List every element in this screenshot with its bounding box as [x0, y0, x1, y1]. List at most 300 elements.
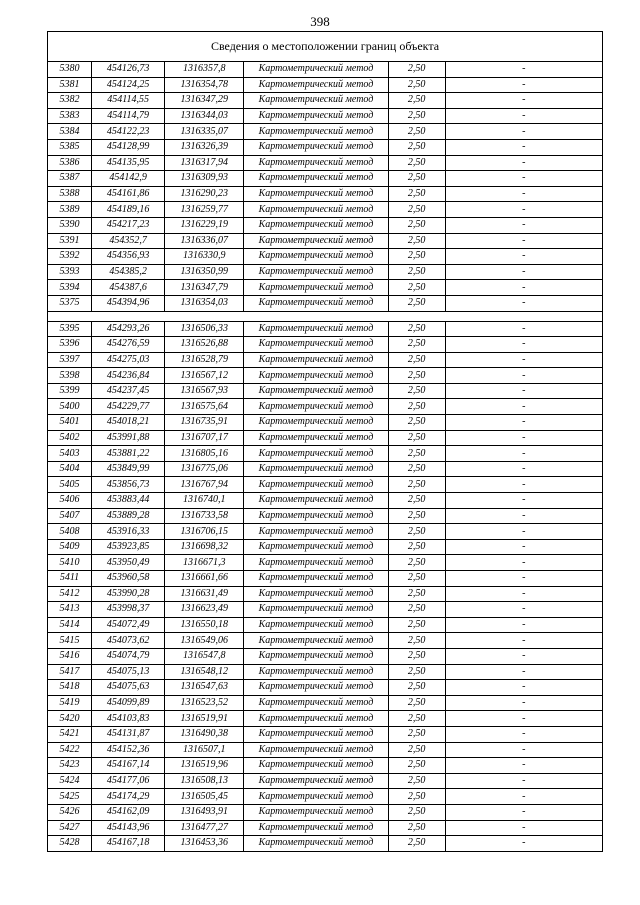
x-coordinate-cell: 454217,23 [92, 217, 165, 233]
boundary-table [47, 31, 603, 852]
x-coordinate-cell: 453881,22 [92, 446, 165, 462]
boundary-table-container [47, 31, 603, 852]
table-row [48, 664, 603, 680]
description-cell: - [445, 139, 602, 155]
table-row [48, 477, 603, 493]
accuracy-cell: 2,50 [388, 337, 445, 353]
method-cell: Картометрический метод [244, 602, 388, 618]
method-cell: Картометрический метод [244, 446, 388, 462]
x-coordinate-cell: 454124,25 [92, 77, 165, 93]
table-row [48, 399, 603, 415]
x-coordinate-cell: 454142,9 [92, 171, 165, 187]
description-cell: - [445, 155, 602, 171]
description-cell: - [445, 524, 602, 540]
method-cell: Картометрический метод [244, 539, 388, 555]
description-cell: - [445, 383, 602, 399]
table-row [48, 695, 603, 711]
method-cell: Картометрический метод [244, 217, 388, 233]
method-cell: Картометрический метод [244, 726, 388, 742]
description-cell: - [445, 77, 602, 93]
table-row [48, 602, 603, 618]
point-number-cell: 5410 [48, 555, 92, 571]
y-coordinate-cell: 1316350,99 [165, 264, 244, 280]
accuracy-cell: 2,50 [388, 493, 445, 509]
accuracy-cell: 2,50 [388, 139, 445, 155]
separator-cell [48, 311, 603, 321]
point-number-cell: 5426 [48, 804, 92, 820]
table-row [48, 77, 603, 93]
accuracy-cell: 2,50 [388, 264, 445, 280]
point-number-cell: 5424 [48, 773, 92, 789]
accuracy-cell: 2,50 [388, 186, 445, 202]
y-coordinate-cell: 1316805,16 [165, 446, 244, 462]
y-coordinate-cell: 1316347,29 [165, 93, 244, 109]
method-cell: Картометрический метод [244, 664, 388, 680]
table-row [48, 93, 603, 109]
y-coordinate-cell: 1316347,79 [165, 280, 244, 296]
point-number-cell: 5380 [48, 62, 92, 78]
accuracy-cell: 2,50 [388, 804, 445, 820]
description-cell: - [445, 695, 602, 711]
table-row [48, 217, 603, 233]
point-number-cell: 5403 [48, 446, 92, 462]
accuracy-cell: 2,50 [388, 524, 445, 540]
table-row [48, 758, 603, 774]
accuracy-cell: 2,50 [388, 571, 445, 587]
description-cell: - [445, 571, 602, 587]
y-coordinate-cell: 1316506,33 [165, 321, 244, 337]
x-coordinate-cell: 454189,16 [92, 202, 165, 218]
description-cell: - [445, 493, 602, 509]
point-number-cell: 5398 [48, 368, 92, 384]
x-coordinate-cell: 454162,09 [92, 804, 165, 820]
point-number-cell: 5389 [48, 202, 92, 218]
y-coordinate-cell: 1316567,12 [165, 368, 244, 384]
table-row [48, 680, 603, 696]
description-cell: - [445, 202, 602, 218]
point-number-cell: 5411 [48, 571, 92, 587]
separator-row [48, 311, 603, 321]
table-row [48, 295, 603, 311]
table-row [48, 415, 603, 431]
x-coordinate-cell: 454352,7 [92, 233, 165, 249]
point-number-cell: 5392 [48, 249, 92, 265]
accuracy-cell: 2,50 [388, 758, 445, 774]
y-coordinate-cell: 1316519,91 [165, 711, 244, 727]
accuracy-cell: 2,50 [388, 789, 445, 805]
y-coordinate-cell: 1316229,19 [165, 217, 244, 233]
description-cell: - [445, 446, 602, 462]
point-number-cell: 5395 [48, 321, 92, 337]
accuracy-cell: 2,50 [388, 664, 445, 680]
table-row [48, 62, 603, 78]
x-coordinate-cell: 454229,77 [92, 399, 165, 415]
x-coordinate-cell: 453849,99 [92, 461, 165, 477]
accuracy-cell: 2,50 [388, 368, 445, 384]
x-coordinate-cell: 454167,18 [92, 836, 165, 852]
accuracy-cell: 2,50 [388, 602, 445, 618]
point-number-cell: 5420 [48, 711, 92, 727]
table-row [48, 820, 603, 836]
accuracy-cell: 2,50 [388, 249, 445, 265]
table-row [48, 337, 603, 353]
description-cell: - [445, 217, 602, 233]
method-cell: Картометрический метод [244, 461, 388, 477]
description-cell: - [445, 758, 602, 774]
point-number-cell: 5384 [48, 124, 92, 140]
accuracy-cell: 2,50 [388, 508, 445, 524]
point-number-cell: 5404 [48, 461, 92, 477]
x-coordinate-cell: 454236,84 [92, 368, 165, 384]
method-cell: Картометрический метод [244, 415, 388, 431]
method-cell: Картометрический метод [244, 695, 388, 711]
accuracy-cell: 2,50 [388, 820, 445, 836]
table-row [48, 233, 603, 249]
y-coordinate-cell: 1316706,15 [165, 524, 244, 540]
point-number-cell: 5414 [48, 617, 92, 633]
method-cell: Картометрический метод [244, 789, 388, 805]
method-cell: Картометрический метод [244, 337, 388, 353]
y-coordinate-cell: 1316547,8 [165, 648, 244, 664]
point-number-cell: 5388 [48, 186, 92, 202]
x-coordinate-cell: 454152,36 [92, 742, 165, 758]
method-cell: Картометрический метод [244, 383, 388, 399]
table-row [48, 139, 603, 155]
accuracy-cell: 2,50 [388, 217, 445, 233]
accuracy-cell: 2,50 [388, 415, 445, 431]
x-coordinate-cell: 453889,28 [92, 508, 165, 524]
accuracy-cell: 2,50 [388, 539, 445, 555]
table-row [48, 726, 603, 742]
description-cell: - [445, 680, 602, 696]
y-coordinate-cell: 1316698,32 [165, 539, 244, 555]
table-row [48, 742, 603, 758]
x-coordinate-cell: 454018,21 [92, 415, 165, 431]
table-row [48, 804, 603, 820]
table-row [48, 249, 603, 265]
description-cell: - [445, 62, 602, 78]
x-coordinate-cell: 454177,06 [92, 773, 165, 789]
description-cell: - [445, 555, 602, 571]
x-coordinate-cell: 454387,6 [92, 280, 165, 296]
point-number-cell: 5428 [48, 836, 92, 852]
accuracy-cell: 2,50 [388, 321, 445, 337]
x-coordinate-cell: 453991,88 [92, 430, 165, 446]
table-row [48, 617, 603, 633]
method-cell: Картометрический метод [244, 295, 388, 311]
table-row [48, 108, 603, 124]
table-row [48, 430, 603, 446]
description-cell: - [445, 108, 602, 124]
x-coordinate-cell: 454073,62 [92, 633, 165, 649]
x-coordinate-cell: 454135,95 [92, 155, 165, 171]
method-cell: Картометрический метод [244, 202, 388, 218]
method-cell: Картометрический метод [244, 108, 388, 124]
x-coordinate-cell: 454275,03 [92, 352, 165, 368]
accuracy-cell: 2,50 [388, 430, 445, 446]
x-coordinate-cell: 454074,79 [92, 648, 165, 664]
x-coordinate-cell: 454161,86 [92, 186, 165, 202]
x-coordinate-cell: 454075,13 [92, 664, 165, 680]
description-cell: - [445, 836, 602, 852]
y-coordinate-cell: 1316490,38 [165, 726, 244, 742]
point-number-cell: 5413 [48, 602, 92, 618]
table-row [48, 124, 603, 140]
description-cell: - [445, 742, 602, 758]
method-cell: Картометрический метод [244, 742, 388, 758]
method-cell: Картометрический метод [244, 804, 388, 820]
point-number-cell: 5391 [48, 233, 92, 249]
x-coordinate-cell: 453856,73 [92, 477, 165, 493]
point-number-cell: 5407 [48, 508, 92, 524]
point-number-cell: 5382 [48, 93, 92, 109]
x-coordinate-cell: 454167,14 [92, 758, 165, 774]
method-cell: Картометрический метод [244, 836, 388, 852]
y-coordinate-cell: 1316550,18 [165, 617, 244, 633]
x-coordinate-cell: 454099,89 [92, 695, 165, 711]
y-coordinate-cell: 1316767,94 [165, 477, 244, 493]
point-number-cell: 5421 [48, 726, 92, 742]
x-coordinate-cell: 454072,49 [92, 617, 165, 633]
point-number-cell: 5399 [48, 383, 92, 399]
accuracy-cell: 2,50 [388, 555, 445, 571]
point-number-cell: 5385 [48, 139, 92, 155]
description-cell: - [445, 415, 602, 431]
y-coordinate-cell: 1316740,1 [165, 493, 244, 509]
description-cell: - [445, 124, 602, 140]
point-number-cell: 5400 [48, 399, 92, 415]
point-number-cell: 5387 [48, 171, 92, 187]
table-row [48, 171, 603, 187]
y-coordinate-cell: 1316493,91 [165, 804, 244, 820]
y-coordinate-cell: 1316547,63 [165, 680, 244, 696]
method-cell: Картометрический метод [244, 617, 388, 633]
y-coordinate-cell: 1316505,45 [165, 789, 244, 805]
page-number: 398 [310, 14, 330, 29]
description-cell: - [445, 602, 602, 618]
description-cell: - [445, 508, 602, 524]
method-cell: Картометрический метод [244, 249, 388, 265]
method-cell: Картометрический метод [244, 820, 388, 836]
y-coordinate-cell: 1316548,12 [165, 664, 244, 680]
method-cell: Картометрический метод [244, 352, 388, 368]
table-row [48, 571, 603, 587]
accuracy-cell: 2,50 [388, 680, 445, 696]
table-row [48, 264, 603, 280]
point-number-cell: 5419 [48, 695, 92, 711]
y-coordinate-cell: 1316354,03 [165, 295, 244, 311]
table-row [48, 633, 603, 649]
description-cell: - [445, 539, 602, 555]
description-cell: - [445, 789, 602, 805]
point-number-cell: 5417 [48, 664, 92, 680]
point-number-cell: 5427 [48, 820, 92, 836]
point-number-cell: 5415 [48, 633, 92, 649]
accuracy-cell: 2,50 [388, 124, 445, 140]
table-row [48, 524, 603, 540]
y-coordinate-cell: 1316453,36 [165, 836, 244, 852]
table-row [48, 836, 603, 852]
x-coordinate-cell: 453950,49 [92, 555, 165, 571]
method-cell: Картометрический метод [244, 124, 388, 140]
table-row [48, 202, 603, 218]
y-coordinate-cell: 1316259,77 [165, 202, 244, 218]
point-number-cell: 5402 [48, 430, 92, 446]
table-row [48, 773, 603, 789]
x-coordinate-cell: 454385,2 [92, 264, 165, 280]
description-cell: - [445, 280, 602, 296]
method-cell: Картометрический метод [244, 280, 388, 296]
method-cell: Картометрический метод [244, 508, 388, 524]
y-coordinate-cell: 1316623,49 [165, 602, 244, 618]
description-cell: - [445, 586, 602, 602]
point-number-cell: 5423 [48, 758, 92, 774]
method-cell: Картометрический метод [244, 773, 388, 789]
table-row [48, 368, 603, 384]
point-number-cell: 5418 [48, 680, 92, 696]
description-cell: - [445, 477, 602, 493]
table-title: Сведения о местоположении границ объекта [48, 32, 603, 62]
method-cell: Картометрический метод [244, 586, 388, 602]
accuracy-cell: 2,50 [388, 617, 445, 633]
description-cell: - [445, 804, 602, 820]
x-coordinate-cell: 454356,93 [92, 249, 165, 265]
point-number-cell: 5397 [48, 352, 92, 368]
x-coordinate-cell: 454293,26 [92, 321, 165, 337]
x-coordinate-cell: 454237,45 [92, 383, 165, 399]
y-coordinate-cell: 1316707,17 [165, 430, 244, 446]
point-number-cell: 5396 [48, 337, 92, 353]
accuracy-cell: 2,50 [388, 155, 445, 171]
point-number-cell: 5405 [48, 477, 92, 493]
point-number-cell: 5425 [48, 789, 92, 805]
point-number-cell: 5406 [48, 493, 92, 509]
y-coordinate-cell: 1316477,27 [165, 820, 244, 836]
x-coordinate-cell: 454075,63 [92, 680, 165, 696]
description-cell: - [445, 321, 602, 337]
accuracy-cell: 2,50 [388, 648, 445, 664]
method-cell: Картометрический метод [244, 233, 388, 249]
table-row [48, 493, 603, 509]
y-coordinate-cell: 1316290,23 [165, 186, 244, 202]
y-coordinate-cell: 1316661,66 [165, 571, 244, 587]
y-coordinate-cell: 1316317,94 [165, 155, 244, 171]
description-cell: - [445, 337, 602, 353]
y-coordinate-cell: 1316523,52 [165, 695, 244, 711]
point-number-cell: 5412 [48, 586, 92, 602]
table-row [48, 155, 603, 171]
x-coordinate-cell: 454114,55 [92, 93, 165, 109]
method-cell: Картометрический метод [244, 264, 388, 280]
y-coordinate-cell: 1316526,88 [165, 337, 244, 353]
accuracy-cell: 2,50 [388, 773, 445, 789]
method-cell: Картометрический метод [244, 555, 388, 571]
y-coordinate-cell: 1316357,8 [165, 62, 244, 78]
point-number-cell: 5394 [48, 280, 92, 296]
method-cell: Картометрический метод [244, 524, 388, 540]
table-row [48, 186, 603, 202]
accuracy-cell: 2,50 [388, 62, 445, 78]
x-coordinate-cell: 454103,83 [92, 711, 165, 727]
y-coordinate-cell: 1316336,07 [165, 233, 244, 249]
description-cell: - [445, 726, 602, 742]
accuracy-cell: 2,50 [388, 171, 445, 187]
x-coordinate-cell: 454143,96 [92, 820, 165, 836]
method-cell: Картометрический метод [244, 758, 388, 774]
description-cell: - [445, 773, 602, 789]
y-coordinate-cell: 1316326,39 [165, 139, 244, 155]
description-cell: - [445, 617, 602, 633]
y-coordinate-cell: 1316735,91 [165, 415, 244, 431]
point-number-cell: 5390 [48, 217, 92, 233]
description-cell: - [445, 352, 602, 368]
description-cell: - [445, 633, 602, 649]
accuracy-cell: 2,50 [388, 586, 445, 602]
accuracy-cell: 2,50 [388, 280, 445, 296]
accuracy-cell: 2,50 [388, 461, 445, 477]
method-cell: Картометрический метод [244, 430, 388, 446]
x-coordinate-cell: 454122,23 [92, 124, 165, 140]
x-coordinate-cell: 454394,96 [92, 295, 165, 311]
description-cell: - [445, 399, 602, 415]
description-cell: - [445, 820, 602, 836]
accuracy-cell: 2,50 [388, 695, 445, 711]
x-coordinate-cell: 453883,44 [92, 493, 165, 509]
method-cell: Картометрический метод [244, 139, 388, 155]
point-number-cell: 5408 [48, 524, 92, 540]
point-number-cell: 5409 [48, 539, 92, 555]
method-cell: Картометрический метод [244, 680, 388, 696]
point-number-cell: 5416 [48, 648, 92, 664]
accuracy-cell: 2,50 [388, 399, 445, 415]
y-coordinate-cell: 1316330,9 [165, 249, 244, 265]
method-cell: Картометрический метод [244, 171, 388, 187]
y-coordinate-cell: 1316631,49 [165, 586, 244, 602]
point-number-cell: 5393 [48, 264, 92, 280]
y-coordinate-cell: 1316775,06 [165, 461, 244, 477]
y-coordinate-cell: 1316733,58 [165, 508, 244, 524]
x-coordinate-cell: 454131,87 [92, 726, 165, 742]
x-coordinate-cell: 453998,37 [92, 602, 165, 618]
point-number-cell: 5381 [48, 77, 92, 93]
accuracy-cell: 2,50 [388, 383, 445, 399]
method-cell: Картометрический метод [244, 399, 388, 415]
table-title-row [48, 32, 603, 62]
table-row [48, 280, 603, 296]
x-coordinate-cell: 454126,73 [92, 62, 165, 78]
table-row [48, 789, 603, 805]
table-row [48, 446, 603, 462]
point-number-cell: 5375 [48, 295, 92, 311]
y-coordinate-cell: 1316575,64 [165, 399, 244, 415]
accuracy-cell: 2,50 [388, 295, 445, 311]
description-cell: - [445, 233, 602, 249]
y-coordinate-cell: 1316344,03 [165, 108, 244, 124]
accuracy-cell: 2,50 [388, 233, 445, 249]
description-cell: - [445, 711, 602, 727]
y-coordinate-cell: 1316508,13 [165, 773, 244, 789]
method-cell: Картометрический метод [244, 155, 388, 171]
method-cell: Картометрический метод [244, 77, 388, 93]
accuracy-cell: 2,50 [388, 726, 445, 742]
accuracy-cell: 2,50 [388, 352, 445, 368]
y-coordinate-cell: 1316335,07 [165, 124, 244, 140]
table-row [48, 648, 603, 664]
method-cell: Картометрический метод [244, 493, 388, 509]
accuracy-cell: 2,50 [388, 93, 445, 109]
table-row [48, 461, 603, 477]
table-row [48, 321, 603, 337]
